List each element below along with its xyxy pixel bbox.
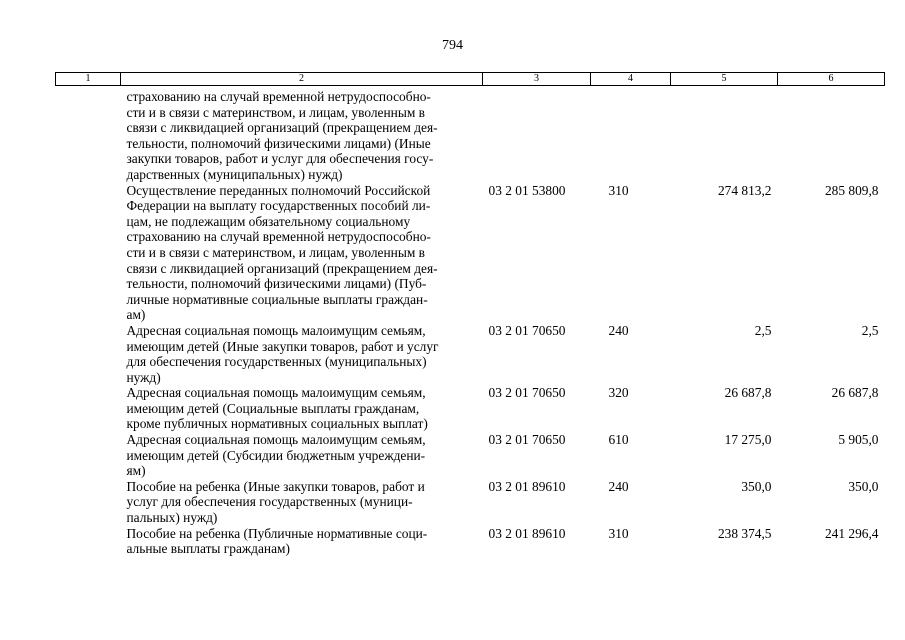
amount-year1-cell: 238 374,5 <box>717 525 772 541</box>
item-name: Пособие на ребенка (Иные закупки товаров, работ и услуг для обеспечения государственных (муници- пальных) нужд) <box>126 478 425 526</box>
item-name: Осуществление переданных полномочий Российской Федерации на выплату государственных пособий ли- цам, не подлежащим обязательному социальному страхованию на случай временной нетрудоспособно- сти и в связи с материнством, и лицам, уволенным в связи с ликвидацией организаций (прекращением дея- тельности, полномочий физическими лицами) (Пуб- личные нормативные социальные выплаты граждан- ам) <box>126 182 438 323</box>
expense-type-cell: 610 <box>608 432 629 448</box>
amount-year1-cell <box>671 86 778 183</box>
amount-year1-cell: 17 275,0 <box>724 432 772 448</box>
amount-year1-cell: 2,5 <box>754 322 772 338</box>
item-name-cell <box>121 86 483 183</box>
target-code-cell: 03 2 01 89610 <box>488 478 566 494</box>
column-header: 1 <box>56 73 121 86</box>
expense-type-cell <box>591 86 671 183</box>
amount-year2-cell <box>778 86 885 183</box>
amount-year1-cell: 350,0 <box>741 478 772 494</box>
budget-table <box>55 72 885 557</box>
row-number-cell <box>56 323 121 385</box>
column-header: 5 <box>671 73 778 86</box>
item-name: страхованию на случай временной нетрудоспособно- сти и в связи с материнством, и лицам, уволенным в связи с ликвидацией организаций (прекращением дея- тельности, полномочий физическими лицами) (Иные закупки товаров, работ и услуг для обеспечения госу- дарственных (муниципальных) нужд) <box>126 89 438 182</box>
target-code-cell <box>483 86 591 183</box>
table-row <box>56 526 885 557</box>
expense-type-cell: 320 <box>608 385 629 401</box>
item-name: Пособие на ребенка (Публичные нормативные соци- альные выплаты гражданам) <box>126 525 428 557</box>
item-name-cell <box>121 479 483 526</box>
target-code-cell: 03 2 01 70650 <box>488 322 566 338</box>
expense-type-cell: 240 <box>608 478 629 494</box>
row-number-cell <box>56 183 121 323</box>
expense-type-cell: 240 <box>608 322 629 338</box>
item-name-cell <box>121 385 483 432</box>
row-number-cell <box>56 385 121 432</box>
row-number-cell <box>56 526 121 557</box>
item-name-cell <box>121 323 483 385</box>
target-code-cell: 03 2 01 53800 <box>488 182 566 198</box>
row-number-cell <box>56 432 121 479</box>
target-code-cell: 03 2 01 89610 <box>488 525 566 541</box>
table-row <box>56 183 885 323</box>
table-row <box>56 479 885 526</box>
item-name-cell <box>121 183 483 323</box>
amount-year2-cell: 350,0 <box>848 478 879 494</box>
column-header: 3 <box>483 73 591 86</box>
expense-type-cell: 310 <box>608 525 629 541</box>
amount-year1-cell: 26 687,8 <box>724 385 772 401</box>
page-number: 794 <box>442 38 463 53</box>
table-row <box>56 86 885 183</box>
item-name: Адресная социальная помощь малоимущим семьям, имеющим детей (Субсидии бюджетным учреждени- ям) <box>126 432 426 479</box>
table-row <box>56 432 885 479</box>
amount-year2-cell: 285 809,8 <box>824 182 879 198</box>
item-name-cell <box>121 432 483 479</box>
row-number-cell <box>56 86 121 183</box>
column-header: 2 <box>121 73 483 86</box>
item-name-cell <box>121 526 483 557</box>
amount-year1-cell: 274 813,2 <box>717 182 772 198</box>
column-header: 4 <box>591 73 671 86</box>
item-name: Адресная социальная помощь малоимущим семьям, имеющим детей (Иные закупки товаров, работ и услуг для обеспечения государственных (муниципальных) нужд) <box>126 322 439 385</box>
target-code-cell: 03 2 01 70650 <box>488 385 566 401</box>
column-header: 6 <box>778 73 885 86</box>
expense-type-cell: 310 <box>608 182 629 198</box>
table-row <box>56 323 885 385</box>
target-code-cell: 03 2 01 70650 <box>488 432 566 448</box>
amount-year2-cell: 26 687,8 <box>831 385 879 401</box>
table-header-row <box>56 73 885 86</box>
amount-year2-cell: 241 296,4 <box>824 525 879 541</box>
amount-year2-cell: 2,5 <box>861 322 879 338</box>
row-number-cell <box>56 479 121 526</box>
item-name: Адресная социальная помощь малоимущим семьям, имеющим детей (Социальные выплаты гражданам, кроме публичных нормативных социальных выплат) <box>126 385 428 432</box>
amount-year2-cell: 5 905,0 <box>838 432 879 448</box>
table-row <box>56 385 885 432</box>
